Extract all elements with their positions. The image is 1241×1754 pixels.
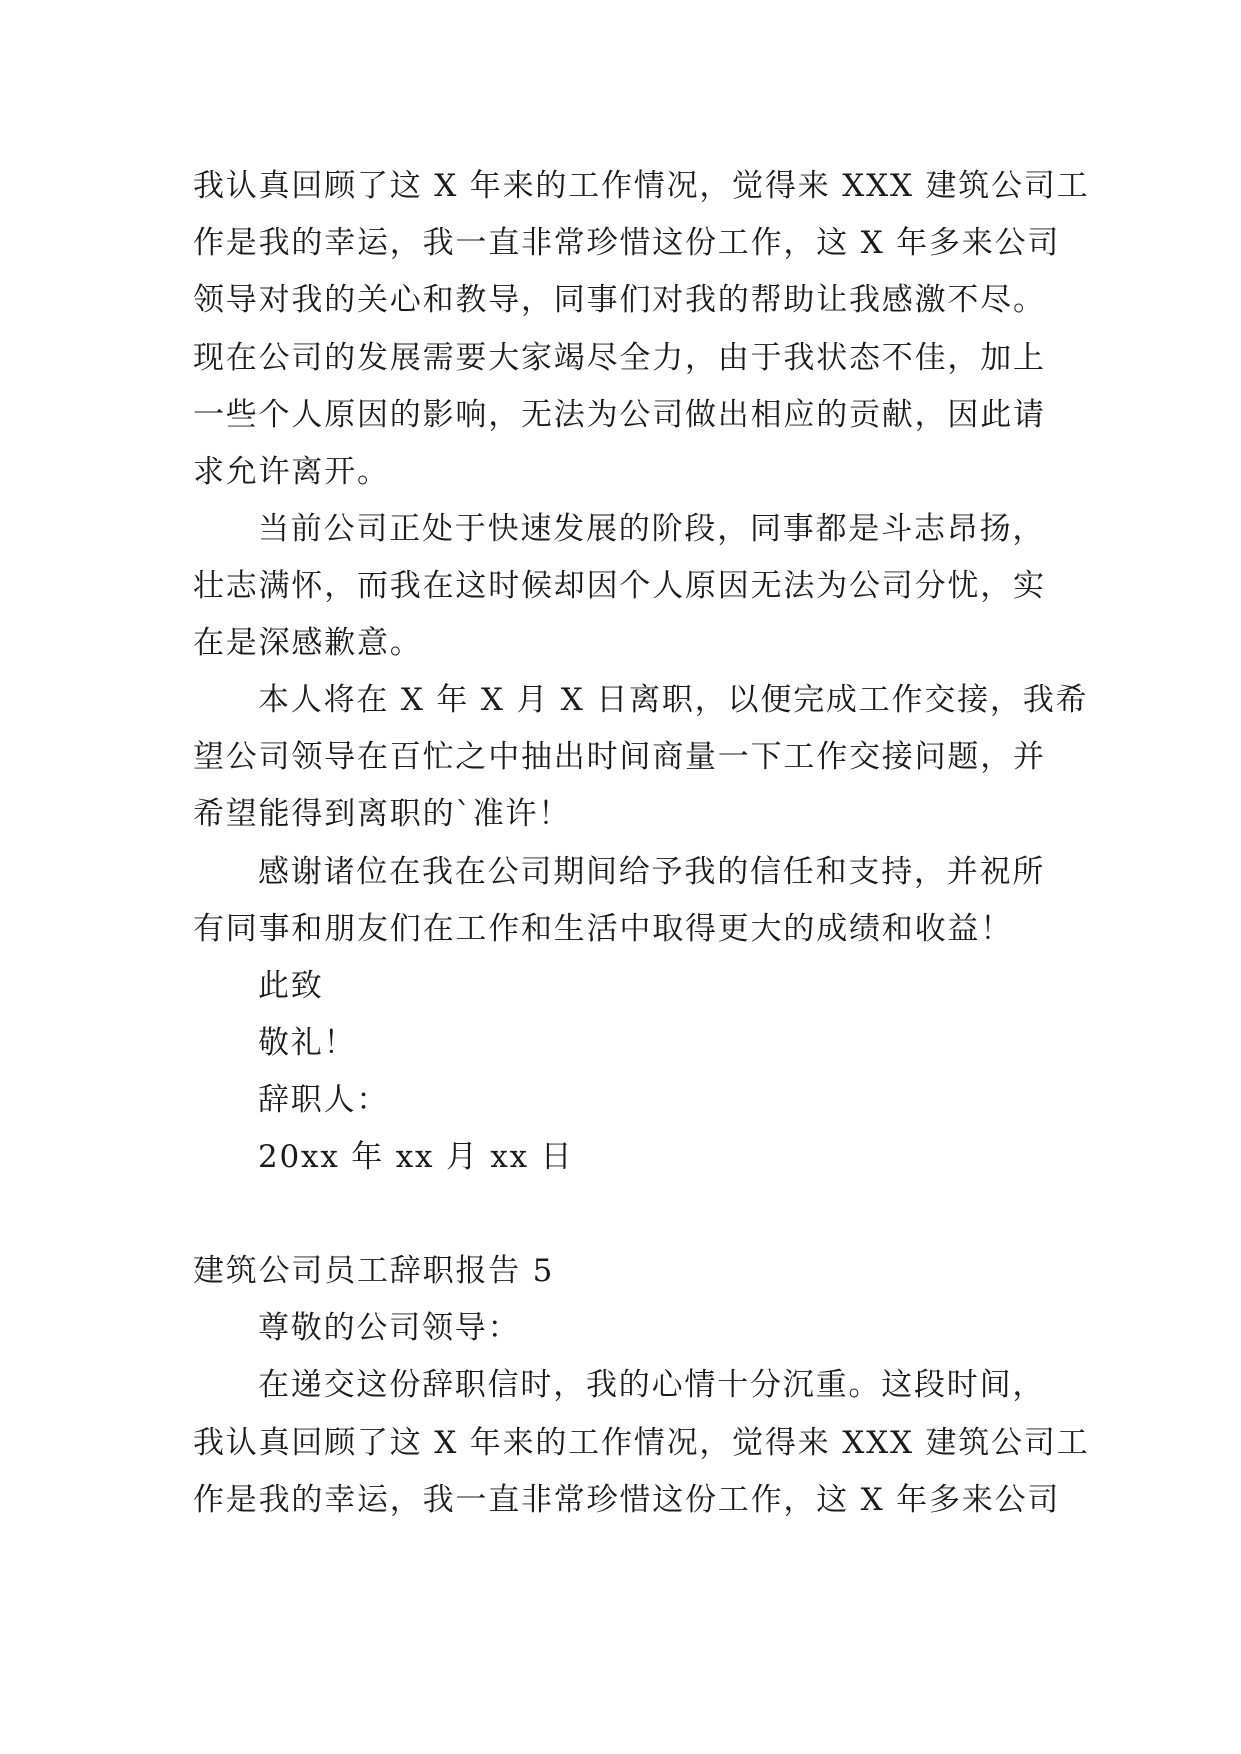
text-line: 作是我的幸运，我一直非常珍惜这份工作，这 X 年多来公司 (193, 1482, 1061, 1518)
greeting: 尊敬的公司领导： (258, 1310, 521, 1346)
section-title: 建筑公司员工辞职报告 5 (193, 1253, 555, 1289)
text-line: 我认真回顾了这 X 年来的工作情况，觉得来 XXX 建筑公司工 (193, 1425, 1090, 1461)
text-line: 现在公司的发展需要大家竭尽全力，由于我状态不佳，加上 (193, 340, 1046, 376)
closing-respect: 敬礼！ (258, 1025, 357, 1061)
text-line: 求允许离开。 (193, 454, 390, 490)
signatory-label: 辞职人： (258, 1082, 390, 1118)
text-line: 在是深感歉意。 (193, 625, 423, 661)
text-line: 领导对我的关心和教导，同事们对我的帮助让我感激不尽。 (193, 282, 1046, 318)
text-line: 感谢诸位在我在公司期间给予我的信任和支持，并祝所 (258, 854, 1046, 890)
text-line: 本人将在 X 年 X 月 X 日离职，以便完成工作交接，我希 (258, 682, 1089, 718)
text-line: 有同事和朋友们在工作和生活中取得更大的成绩和收益！ (193, 911, 1013, 947)
date-line: 20xx 年 xx 月 xx 日 (258, 1139, 574, 1175)
text-line: 在递交这份辞职信时，我的心情十分沉重。这段时间， (258, 1367, 1046, 1403)
text-line: 希望能得到离职的`准许！ (193, 796, 572, 832)
text-line: 当前公司正处于快速发展的阶段，同事都是斗志昂扬， (258, 511, 1046, 547)
text-line: 壮志满怀，而我在这时候却因个人原因无法为公司分忧，实 (193, 568, 1046, 604)
text-line: 一些个人原因的影响，无法为公司做出相应的贡献，因此请 (193, 397, 1046, 433)
text-line: 我认真回顾了这 X 年来的工作情况，觉得来 XXX 建筑公司工 (193, 168, 1090, 204)
text-line: 作是我的幸运，我一直非常珍惜这份工作，这 X 年多来公司 (193, 225, 1061, 261)
text-line: 望公司领导在百忙之中抽出时间商量一下工作交接问题，并 (193, 739, 1046, 775)
closing-salutation: 此致 (258, 968, 324, 1004)
